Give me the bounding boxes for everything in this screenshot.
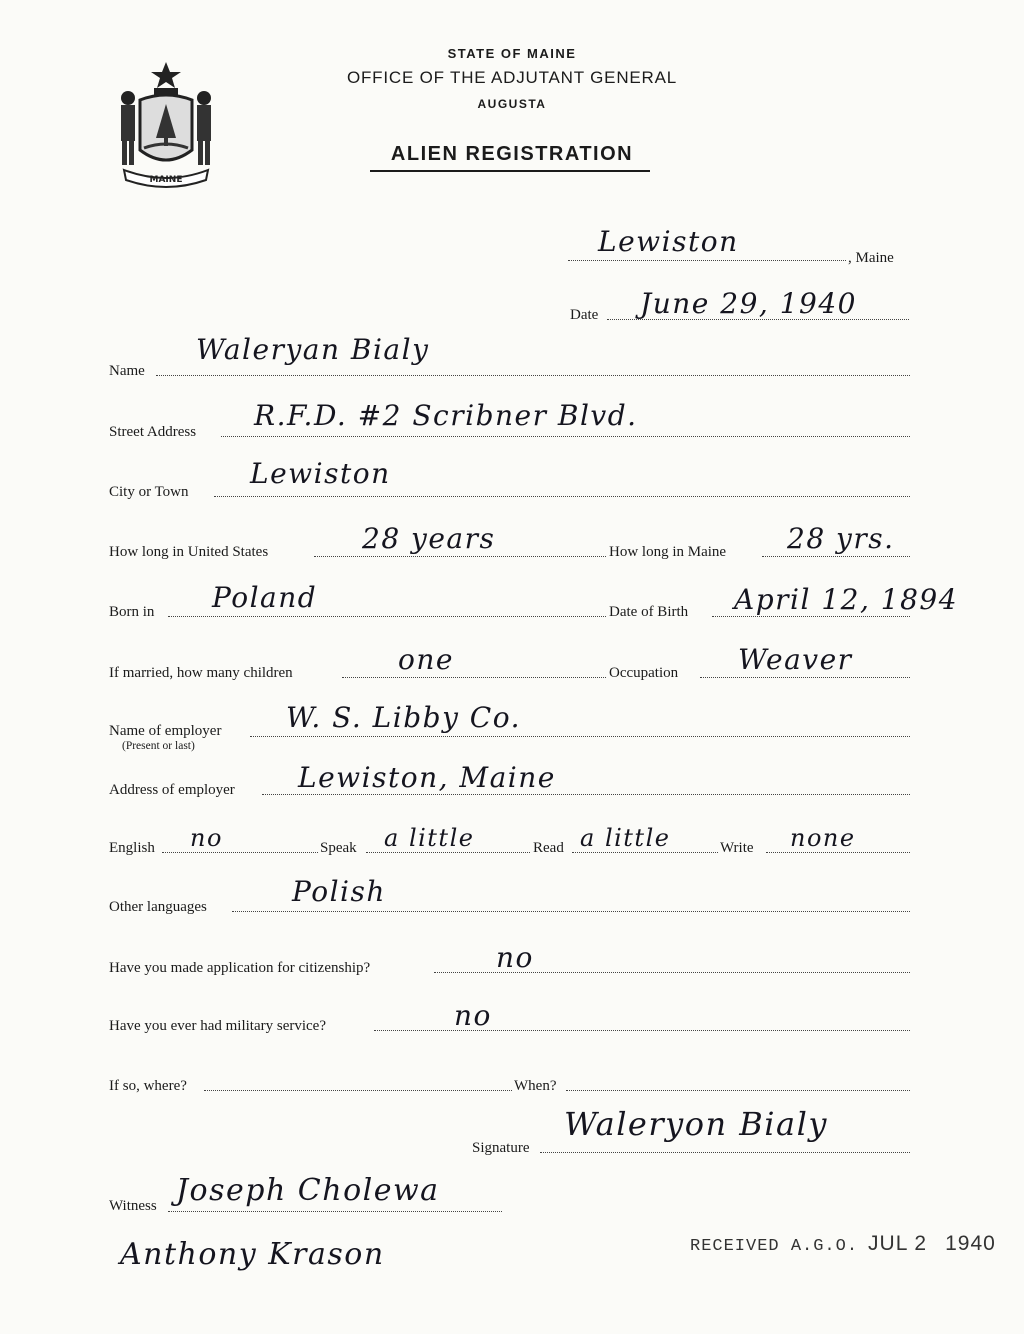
witness-2-signature: Anthony Krason bbox=[120, 1237, 385, 1272]
town-value: Lewiston bbox=[598, 225, 739, 258]
english-line bbox=[162, 851, 318, 853]
witness-label: Witness bbox=[109, 1198, 157, 1214]
military-label: Have you ever had military service? bbox=[109, 1018, 326, 1034]
other-languages-value: Polish bbox=[292, 875, 386, 908]
children-label: If married, how many children bbox=[109, 665, 293, 681]
signature-label: Signature bbox=[472, 1140, 530, 1156]
witness-1-signature: Joseph Cholewa bbox=[176, 1173, 440, 1208]
name-value: Waleryan Bialy bbox=[196, 333, 430, 366]
witness-line bbox=[168, 1210, 502, 1212]
town-line bbox=[568, 259, 846, 261]
city-value: Lewiston bbox=[250, 457, 391, 490]
citizenship-value: no bbox=[496, 941, 534, 974]
city-line bbox=[214, 495, 910, 497]
children-line bbox=[342, 676, 606, 678]
name-line bbox=[156, 374, 910, 376]
occupation-value: Weaver bbox=[738, 643, 853, 676]
speak-label: Speak bbox=[320, 840, 357, 856]
us-duration-value: 28 years bbox=[362, 522, 496, 555]
maine-duration-label: How long in Maine bbox=[609, 544, 727, 560]
english-label: English bbox=[109, 840, 155, 856]
received-stamp bbox=[690, 1232, 996, 1256]
seal-banner-text: MAINE bbox=[149, 175, 183, 185]
where-label: If so, where? bbox=[109, 1078, 187, 1094]
other-languages-label: Other languages bbox=[109, 899, 207, 915]
us-duration-line bbox=[314, 555, 606, 557]
signature-line bbox=[540, 1151, 910, 1153]
dob-label: Date of Birth bbox=[609, 604, 689, 620]
town-suffix-label: , Maine bbox=[848, 250, 894, 266]
where-line bbox=[204, 1089, 512, 1091]
us-duration-label: How long in United States bbox=[109, 544, 269, 560]
title-underline bbox=[370, 170, 650, 172]
employer-value: W. S. Libby Co. bbox=[286, 701, 521, 734]
employer-label: Name of employer bbox=[109, 723, 222, 739]
occupation-label: Occupation bbox=[609, 665, 679, 681]
english-value: no bbox=[190, 824, 223, 852]
citizenship-label: Have you made application for citizenship? bbox=[109, 960, 371, 976]
occupation-line bbox=[700, 676, 910, 678]
read-label: Read bbox=[533, 840, 564, 856]
maine-duration-value: 28 yrs. bbox=[787, 522, 895, 555]
form-title: ALIEN REGISTRATION bbox=[390, 143, 634, 165]
street-line bbox=[221, 435, 910, 437]
signature-value: Waleryon Bialy bbox=[564, 1105, 828, 1143]
speak-value: a little bbox=[384, 824, 475, 852]
when-line bbox=[566, 1089, 910, 1091]
read-value: a little bbox=[580, 824, 671, 852]
header-office: OFFICE OF THE ADJUTANT GENERAL bbox=[346, 68, 678, 87]
stamp-date: JUL 2 bbox=[868, 1232, 928, 1255]
employer-line bbox=[250, 735, 910, 737]
born-in-value: Poland bbox=[212, 581, 318, 614]
dob-value: April 12, 1894 bbox=[734, 583, 959, 616]
write-value: none bbox=[790, 824, 856, 852]
employer-address-value: Lewiston, Maine bbox=[298, 761, 556, 794]
children-value: one bbox=[398, 643, 454, 676]
street-label: Street Address bbox=[109, 424, 197, 440]
write-label: Write bbox=[720, 840, 754, 856]
when-label: When? bbox=[514, 1078, 557, 1094]
city-label: City or Town bbox=[109, 484, 189, 500]
born-in-line bbox=[168, 615, 606, 617]
date-value: June 29, 1940 bbox=[640, 287, 857, 320]
military-value: no bbox=[454, 999, 492, 1032]
date-label: Date bbox=[570, 307, 599, 323]
header-state: STATE OF MAINE bbox=[447, 46, 577, 61]
other-languages-line bbox=[232, 910, 910, 912]
employer-sublabel: (Present or last) bbox=[122, 740, 195, 752]
name-label: Name bbox=[109, 363, 145, 379]
born-in-label: Born in bbox=[109, 604, 155, 620]
stamp-received-text: RECEIVED A.G.O. bbox=[690, 1237, 859, 1256]
street-value: R.F.D. #2 Scribner Blvd. bbox=[254, 399, 638, 432]
maine-duration-line bbox=[762, 555, 910, 557]
employer-address-label: Address of employer bbox=[109, 782, 235, 798]
header-city: AUGUSTA bbox=[477, 97, 547, 111]
stamp-year: 1940 bbox=[945, 1232, 996, 1255]
